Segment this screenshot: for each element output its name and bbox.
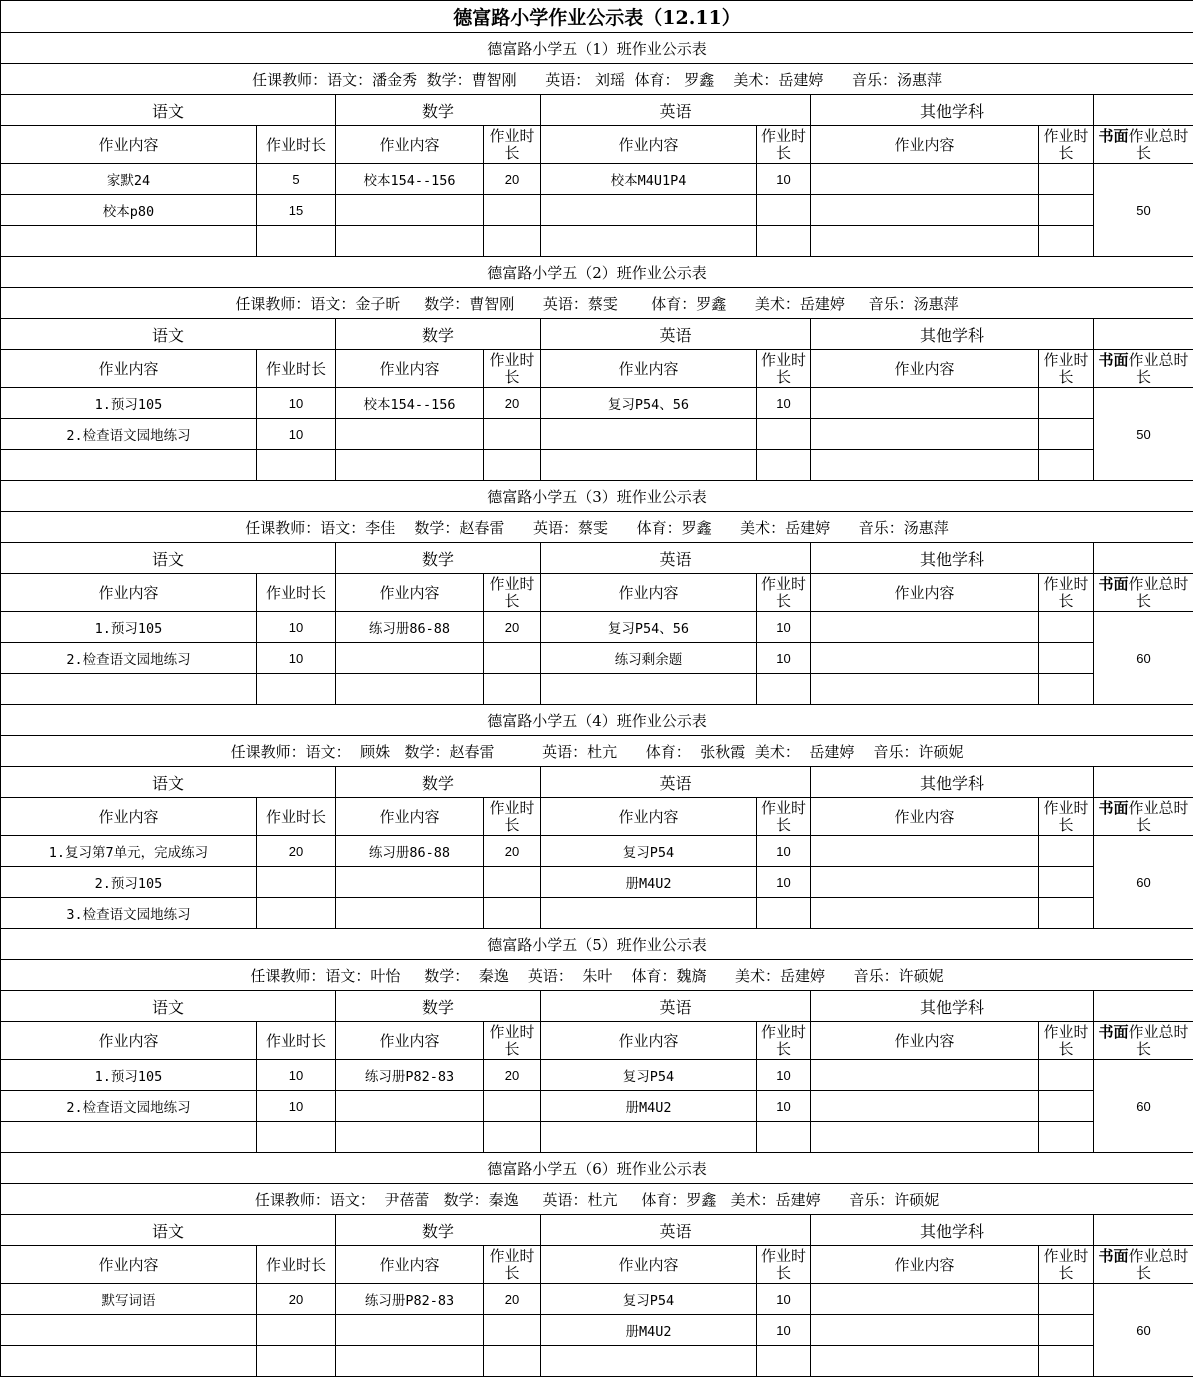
header-total: [1094, 1022, 1193, 1060]
math-content: [336, 1315, 484, 1346]
english-duration: 10: [757, 1315, 811, 1346]
other-content: [811, 1346, 1039, 1377]
english-content: 册M4U2: [541, 867, 757, 898]
math-content: 校本154--156: [336, 388, 484, 419]
header-duration: 作业时长: [257, 798, 336, 836]
header-content: 作业内容: [811, 574, 1039, 612]
header-total: [1094, 574, 1193, 612]
table-row: [1, 1346, 1193, 1377]
chinese-content: 2.检查语文园地练习: [1, 419, 257, 450]
class-title: 德富路小学五（1）班作业公示表: [1, 33, 1193, 64]
header-duration: 作业时长: [484, 350, 541, 388]
other-duration: [1039, 226, 1094, 257]
other-content: [811, 419, 1039, 450]
header-duration: 作业时长: [484, 126, 541, 164]
header-duration: 作业时长: [757, 1022, 811, 1060]
math-duration: 20: [484, 388, 541, 419]
table-row: [1, 1315, 1193, 1346]
header-content: 作业内容: [811, 798, 1039, 836]
other-duration: [1039, 195, 1094, 226]
header-content: 作业内容: [336, 574, 484, 612]
english-duration: [757, 898, 811, 929]
math-duration: [484, 1091, 541, 1122]
class-title: 德富路小学五（6）班作业公示表: [1, 1153, 1193, 1184]
subject-english: 英语: [541, 95, 811, 126]
header-content: 作业内容: [541, 126, 757, 164]
math-content: [336, 1091, 484, 1122]
chinese-duration: 15: [257, 195, 336, 226]
math-content: [336, 898, 484, 929]
chinese-duration: [257, 867, 336, 898]
table-row: [1, 164, 1193, 195]
subject-blank: [1094, 767, 1193, 798]
header-content: 作业内容: [811, 126, 1039, 164]
teacher-list: 任课教师：语文：李佳 数学：赵春雷 英语：蔡雯 体育：罗鑫 美术：岳建婷 音乐：汤惠萍: [1, 512, 1193, 543]
header-content: 作业内容: [336, 126, 484, 164]
table-row: [1, 1091, 1193, 1122]
other-duration: [1039, 1060, 1094, 1091]
page-title: 德富路小学作业公示表（12.11）: [1, 1, 1193, 33]
math-duration: 20: [484, 612, 541, 643]
chinese-duration: 10: [257, 419, 336, 450]
english-content: 复习P54: [541, 1284, 757, 1315]
math-duration: [484, 1346, 541, 1377]
other-duration: [1039, 1122, 1094, 1153]
table-row: [1, 450, 1193, 481]
header-total-rest: 作业总时长: [1129, 127, 1189, 162]
chinese-content: [1, 1346, 257, 1377]
teacher-list: 任课教师：语文：潘金秀 数学：曹智刚 英语： 刘瑶 体育： 罗鑫 美术：岳建婷 音乐：汤惠萍: [1, 64, 1193, 95]
header-duration: 作业时长: [757, 126, 811, 164]
english-content: [541, 419, 757, 450]
total-duration: 50: [1094, 388, 1193, 481]
total-duration: 50: [1094, 164, 1193, 257]
header-content: 作业内容: [811, 350, 1039, 388]
header-total-bold: 书面: [1099, 351, 1129, 369]
header-content: 作业内容: [541, 574, 757, 612]
english-duration: 10: [757, 1284, 811, 1315]
subject-english: 英语: [541, 991, 811, 1022]
header-duration: 作业时长: [757, 574, 811, 612]
english-content: 练习剩余题: [541, 643, 757, 674]
chinese-content: 1.预习105: [1, 388, 257, 419]
other-content: [811, 1284, 1039, 1315]
math-content: [336, 419, 484, 450]
subject-other: 其他学科: [811, 95, 1094, 126]
table-row: [1, 867, 1193, 898]
header-content: 作业内容: [1, 798, 257, 836]
english-duration: [757, 1346, 811, 1377]
math-duration: 20: [484, 836, 541, 867]
chinese-content: 家默24: [1, 164, 257, 195]
teacher-list: 任课教师：语文： 尹蓓蕾 数学：秦逸 英语：杜亢 体育：罗鑫 美术：岳建婷 音乐：许硕妮: [1, 1184, 1193, 1215]
math-duration: [484, 898, 541, 929]
chinese-duration: 10: [257, 1060, 336, 1091]
chinese-duration: [257, 1122, 336, 1153]
subject-math: 数学: [336, 1215, 541, 1246]
math-content: [336, 867, 484, 898]
chinese-content: 3.检查语文园地练习: [1, 898, 257, 929]
other-duration: [1039, 674, 1094, 705]
table-row: [1, 419, 1193, 450]
chinese-duration: 20: [257, 836, 336, 867]
english-content: [541, 450, 757, 481]
header-content: 作业内容: [811, 1022, 1039, 1060]
english-duration: 10: [757, 164, 811, 195]
header-total-rest: 作业总时长: [1129, 351, 1189, 386]
chinese-duration: 10: [257, 388, 336, 419]
subject-blank: [1094, 319, 1193, 350]
total-duration: 60: [1094, 612, 1193, 705]
math-duration: [484, 643, 541, 674]
table-row: [1, 388, 1193, 419]
header-content: 作业内容: [541, 350, 757, 388]
class-title: 德富路小学五（3）班作业公示表: [1, 481, 1193, 512]
math-content: [336, 226, 484, 257]
header-duration: 作业时长: [757, 350, 811, 388]
math-duration: [484, 1315, 541, 1346]
math-content: [336, 450, 484, 481]
math-content: 练习册P82-83: [336, 1060, 484, 1091]
english-duration: [757, 419, 811, 450]
math-content: [336, 195, 484, 226]
chinese-content: 2.检查语文园地练习: [1, 643, 257, 674]
math-duration: [484, 195, 541, 226]
header-duration: 作业时长: [484, 1246, 541, 1284]
math-duration: [484, 674, 541, 705]
english-content: 复习P54、56: [541, 612, 757, 643]
english-content: 复习P54: [541, 836, 757, 867]
chinese-duration: [257, 674, 336, 705]
header-duration: 作业时长: [257, 126, 336, 164]
header-total-rest: 作业总时长: [1129, 1247, 1189, 1282]
chinese-content: 1.复习第7单元，完成练习: [1, 836, 257, 867]
subject-math: 数学: [336, 319, 541, 350]
math-duration: [484, 450, 541, 481]
table-row: [1, 674, 1193, 705]
other-duration: [1039, 1346, 1094, 1377]
header-duration: 作业时长: [484, 574, 541, 612]
other-duration: [1039, 643, 1094, 674]
header-content: 作业内容: [1, 1246, 257, 1284]
english-content: 册M4U2: [541, 1315, 757, 1346]
other-duration: [1039, 1284, 1094, 1315]
subject-other: 其他学科: [811, 767, 1094, 798]
math-duration: [484, 226, 541, 257]
subject-other: 其他学科: [811, 991, 1094, 1022]
other-content: [811, 1315, 1039, 1346]
header-duration: 作业时长: [1039, 1246, 1094, 1284]
subject-english: 英语: [541, 319, 811, 350]
class-title: 德富路小学五（2）班作业公示表: [1, 257, 1193, 288]
header-content: 作业内容: [541, 1246, 757, 1284]
total-duration: 60: [1094, 1060, 1193, 1153]
header-total: [1094, 1246, 1193, 1284]
english-duration: 10: [757, 388, 811, 419]
english-duration: 10: [757, 867, 811, 898]
english-duration: [757, 674, 811, 705]
chinese-duration: [257, 226, 336, 257]
other-content: [811, 898, 1039, 929]
math-content: [336, 674, 484, 705]
english-duration: 10: [757, 643, 811, 674]
other-content: [811, 1060, 1039, 1091]
english-content: 复习P54、56: [541, 388, 757, 419]
class-title: 德富路小学五（4）班作业公示表: [1, 705, 1193, 736]
table-row: [1, 612, 1193, 643]
subject-math: 数学: [336, 95, 541, 126]
header-total-bold: 书面: [1099, 127, 1129, 145]
other-duration: [1039, 836, 1094, 867]
teacher-list: 任课教师：语文： 顾姝 数学：赵春雷 英语：杜亢 体育： 张秋霞 美术： 岳建婷 音乐：许硕妮: [1, 736, 1193, 767]
chinese-duration: 20: [257, 1284, 336, 1315]
english-content: 校本M4U1P4: [541, 164, 757, 195]
other-content: [811, 226, 1039, 257]
header-total-rest: 作业总时长: [1129, 799, 1189, 834]
subject-math: 数学: [336, 991, 541, 1022]
header-content: 作业内容: [541, 798, 757, 836]
chinese-duration: 10: [257, 612, 336, 643]
header-total-rest: 作业总时长: [1129, 575, 1189, 610]
other-duration: [1039, 898, 1094, 929]
chinese-content: 2.检查语文园地练习: [1, 1091, 257, 1122]
subject-chinese: 语文: [1, 767, 336, 798]
other-content: [811, 643, 1039, 674]
chinese-content: [1, 450, 257, 481]
table-row: [1, 836, 1193, 867]
other-content: [811, 867, 1039, 898]
english-duration: 10: [757, 1091, 811, 1122]
table-row: [1, 1060, 1193, 1091]
total-duration: 60: [1094, 1284, 1193, 1377]
teacher-list: 任课教师：语文：叶怡 数学： 秦逸 英语： 朱叶 体育：魏旖 美术：岳建婷 音乐：许硕妮: [1, 960, 1193, 991]
header-duration: 作业时长: [484, 798, 541, 836]
english-duration: [757, 450, 811, 481]
other-duration: [1039, 612, 1094, 643]
chinese-content: 1.预习105: [1, 612, 257, 643]
header-content: 作业内容: [336, 1246, 484, 1284]
header-duration: 作业时长: [1039, 798, 1094, 836]
chinese-duration: [257, 1315, 336, 1346]
other-content: [811, 612, 1039, 643]
subject-math: 数学: [336, 767, 541, 798]
table-row: [1, 1122, 1193, 1153]
header-content: 作业内容: [541, 1022, 757, 1060]
teacher-list: 任课教师：语文：金子昕 数学：曹智刚 英语：蔡雯 体育：罗鑫 美术：岳建婷 音乐：汤惠萍: [1, 288, 1193, 319]
subject-chinese: 语文: [1, 543, 336, 574]
header-duration: 作业时长: [757, 1246, 811, 1284]
other-content: [811, 450, 1039, 481]
english-content: [541, 1346, 757, 1377]
english-duration: [757, 195, 811, 226]
subject-chinese: 语文: [1, 319, 336, 350]
header-total-bold: 书面: [1099, 575, 1129, 593]
header-total: [1094, 798, 1193, 836]
subject-english: 英语: [541, 1215, 811, 1246]
header-content: 作业内容: [1, 574, 257, 612]
english-duration: 10: [757, 1060, 811, 1091]
math-duration: 20: [484, 1284, 541, 1315]
chinese-content: [1, 226, 257, 257]
header-duration: 作业时长: [1039, 1022, 1094, 1060]
chinese-content: [1, 674, 257, 705]
english-content: [541, 1122, 757, 1153]
math-content: [336, 1122, 484, 1153]
header-total: [1094, 350, 1193, 388]
total-duration: 60: [1094, 836, 1193, 929]
subject-chinese: 语文: [1, 991, 336, 1022]
table-row: [1, 195, 1193, 226]
english-duration: 10: [757, 612, 811, 643]
subject-other: 其他学科: [811, 1215, 1094, 1246]
header-duration: 作业时长: [1039, 126, 1094, 164]
math-content: 练习册86-88: [336, 612, 484, 643]
subject-english: 英语: [541, 543, 811, 574]
header-duration: 作业时长: [257, 574, 336, 612]
other-duration: [1039, 164, 1094, 195]
table-row: [1, 1284, 1193, 1315]
chinese-content: 1.预习105: [1, 1060, 257, 1091]
header-duration: 作业时长: [257, 350, 336, 388]
subject-other: 其他学科: [811, 319, 1094, 350]
math-duration: 20: [484, 1060, 541, 1091]
math-content: 校本154--156: [336, 164, 484, 195]
other-content: [811, 388, 1039, 419]
header-duration: 作业时长: [484, 1022, 541, 1060]
english-duration: [757, 226, 811, 257]
math-content: [336, 1346, 484, 1377]
chinese-content: [1, 1315, 257, 1346]
header-duration: 作业时长: [1039, 574, 1094, 612]
header-content: 作业内容: [1, 126, 257, 164]
math-content: 练习册P82-83: [336, 1284, 484, 1315]
english-content: [541, 674, 757, 705]
math-duration: [484, 1122, 541, 1153]
header-content: 作业内容: [1, 350, 257, 388]
header-total-rest: 作业总时长: [1129, 1023, 1189, 1058]
header-total: [1094, 126, 1193, 164]
math-duration: 20: [484, 164, 541, 195]
subject-blank: [1094, 1215, 1193, 1246]
english-duration: [757, 1122, 811, 1153]
math-duration: [484, 419, 541, 450]
english-content: 复习P54: [541, 1060, 757, 1091]
header-total-bold: 书面: [1099, 799, 1129, 817]
subject-chinese: 语文: [1, 95, 336, 126]
subject-math: 数学: [336, 543, 541, 574]
english-duration: 10: [757, 836, 811, 867]
header-content: 作业内容: [336, 350, 484, 388]
english-content: [541, 226, 757, 257]
table-row: [1, 898, 1193, 929]
chinese-duration: 10: [257, 1091, 336, 1122]
english-content: [541, 195, 757, 226]
other-duration: [1039, 419, 1094, 450]
chinese-content: 默写词语: [1, 1284, 257, 1315]
header-duration: 作业时长: [257, 1022, 336, 1060]
other-duration: [1039, 1091, 1094, 1122]
other-duration: [1039, 867, 1094, 898]
chinese-duration: [257, 898, 336, 929]
chinese-duration: [257, 1346, 336, 1377]
other-duration: [1039, 388, 1094, 419]
other-content: [811, 195, 1039, 226]
chinese-duration: 10: [257, 643, 336, 674]
chinese-content: 2.预习105: [1, 867, 257, 898]
english-content: [541, 898, 757, 929]
header-content: 作业内容: [336, 798, 484, 836]
chinese-duration: 5: [257, 164, 336, 195]
subject-blank: [1094, 991, 1193, 1022]
header-content: 作业内容: [811, 1246, 1039, 1284]
other-content: [811, 1122, 1039, 1153]
class-title: 德富路小学五（5）班作业公示表: [1, 929, 1193, 960]
math-content: [336, 643, 484, 674]
subject-blank: [1094, 95, 1193, 126]
subject-english: 英语: [541, 767, 811, 798]
subject-chinese: 语文: [1, 1215, 336, 1246]
table-row: [1, 226, 1193, 257]
header-total-bold: 书面: [1099, 1023, 1129, 1041]
other-content: [811, 164, 1039, 195]
math-duration: [484, 867, 541, 898]
chinese-duration: [257, 450, 336, 481]
other-content: [811, 674, 1039, 705]
subject-other: 其他学科: [811, 543, 1094, 574]
other-content: [811, 1091, 1039, 1122]
other-content: [811, 836, 1039, 867]
chinese-content: [1, 1122, 257, 1153]
chinese-content: 校本p80: [1, 195, 257, 226]
header-content: 作业内容: [336, 1022, 484, 1060]
header-content: 作业内容: [1, 1022, 257, 1060]
subject-blank: [1094, 543, 1193, 574]
math-content: 练习册86-88: [336, 836, 484, 867]
other-duration: [1039, 1315, 1094, 1346]
header-duration: 作业时长: [1039, 350, 1094, 388]
english-content: 册M4U2: [541, 1091, 757, 1122]
header-duration: 作业时长: [757, 798, 811, 836]
header-duration: 作业时长: [257, 1246, 336, 1284]
table-row: [1, 643, 1193, 674]
other-duration: [1039, 450, 1094, 481]
header-total-bold: 书面: [1099, 1247, 1129, 1265]
